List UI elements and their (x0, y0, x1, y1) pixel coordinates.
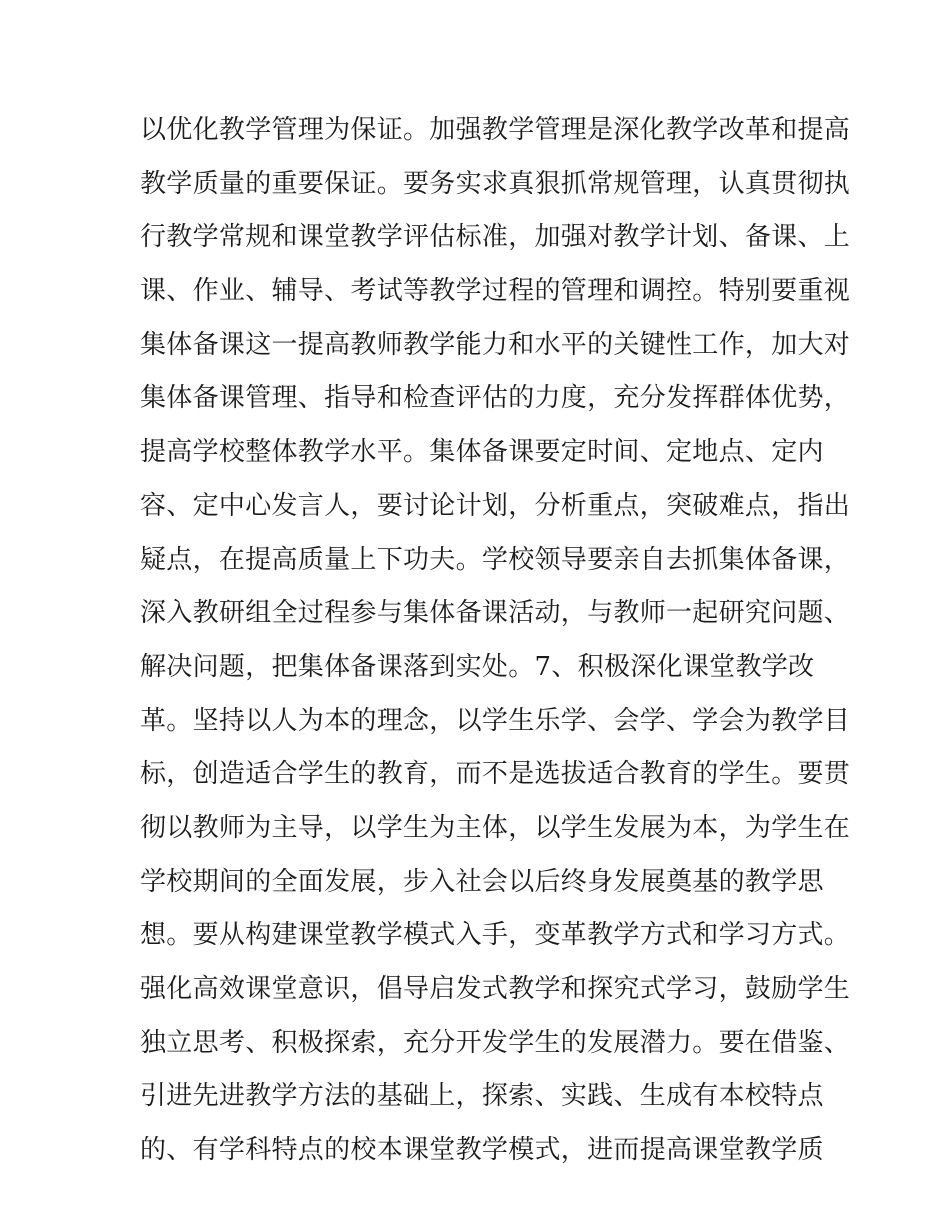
text-line-4: 课、作业、辅导、考试等教学过程的管理和调控。特别要重视 (140, 276, 851, 307)
text-line-11: 解决问题，把集体备课落到实处。7、积极深化课堂教学改 (140, 651, 815, 682)
text-line-19: 引进先进教学方法的基础上，探索、实践、生成有本校特点 (140, 1081, 824, 1112)
text-line-16: 想。要从构建课堂教学模式入手，变革教学方式和学习方式。 (140, 920, 851, 951)
text-line-20: 的、有学科特点的校本课堂教学模式，进而提高课堂教学质 (140, 1135, 824, 1166)
text-line-3: 行教学常规和课堂教学评估标准，加强对教学计划、备课、上 (140, 222, 851, 253)
text-line-6: 集体备课管理、指导和检查评估的力度，充分发挥群体优势， (140, 383, 851, 414)
text-line-8: 容、定中心发言人，要讨论计划，分析重点，突破难点，指出 (140, 490, 851, 521)
text-line-17: 强化高效课堂意识，倡导启发式教学和探究式学习，鼓励学生 (140, 974, 851, 1004)
text-line-13: 标，创造适合学生的教育，而不是选拔适合教育的学生。要贯 (140, 759, 851, 790)
text-line-2: 教学质量的重要保证。要务实求真狠抓常规管理，认真贯彻执 (140, 168, 851, 199)
text-line-18: 独立思考、积极探索，充分开发学生的发展潜力。要在借鉴、 (140, 1027, 851, 1058)
text-line-9: 疑点，在提高质量上下功夫。学校领导要亲自去抓集体备课， (140, 544, 851, 575)
text-line-12: 革。坚持以人为本的理念，以学生乐学、会学、学会为教学目 (140, 705, 851, 736)
text-line-14: 彻以教师为主导，以学生为主体，以学生发展为本，为学生在 (140, 812, 851, 843)
text-line-1: 以优化教学管理为保证。加强教学管理是深化教学改革和提高 (140, 115, 851, 145)
text-line-15: 学校期间的全面发展，步入社会以后终身发展奠基的教学思 (140, 866, 824, 897)
text-line-5: 集体备课这一提高教师教学能力和水平的关键性工作，加大对 (140, 329, 851, 360)
text-line-7: 提高学校整体教学水平。集体备课要定时间、定地点、定内 (140, 437, 824, 468)
text-line-10: 深入教研组全过程参与集体备课活动，与教师一起研究问题、 (140, 598, 851, 629)
body-text (140, 104, 851, 1178)
